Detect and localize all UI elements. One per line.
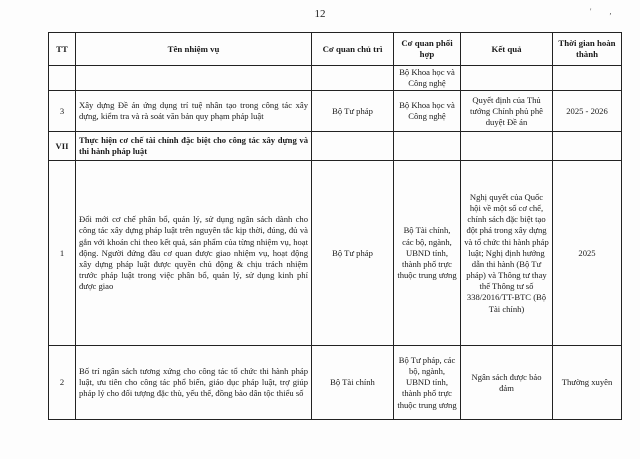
cell-result: Quyết định của Thủ tướng Chính phủ phê duyệt Đề án (461, 91, 553, 132)
cell-lead: Bộ Tài chính (312, 346, 394, 420)
cell-task: Đổi mới cơ chế phân bổ, quản lý, sử dụng ngân sách dành cho công tác xây dựng pháp luật trên nguyên tắc kịp thời, đúng, đủ và gắn với khoán chi theo kết quả, sản phẩm của từng nhiệm vụ, hoạt động. Người đứng đầu cơ quan được giao nhiệm vụ, hoạt động xây dựng pháp luật được quyền chủ động & chịu trách nhiệm trước pháp luật trong việc phân bổ, quản lý, sử dụng kinh phí được giao (76, 161, 312, 346)
section-number: VII (49, 132, 76, 161)
table-row-continuation (49, 66, 622, 91)
cell-result (461, 132, 553, 161)
cell-task: Xây dựng Đề án ứng dụng trí tuệ nhân tạo trong công tác xây dựng, kiểm tra và rà soát văn bản quy phạm pháp luật (76, 91, 312, 132)
cell-result: Nghị quyết của Quốc hội về một số cơ chế, chính sách đặc biệt tạo đột phá trong xây dựng và tổ chức thi hành pháp luật; Nghị định hướng dẫn thi hành (Bộ Tư pháp) và Thông tư thay thế Thông tư số 338/2016/TT-BTC (Bộ Tài chính) (461, 161, 553, 346)
cell-coop: Bộ Tư pháp, các bộ, ngành, UBND tỉnh, thành phố trực thuộc trung ương (394, 346, 461, 420)
cell-task (76, 66, 312, 91)
table-row-2 (49, 346, 622, 420)
cell-task: Bố trí ngân sách tương xứng cho công tác tổ chức thi hành pháp luật, ưu tiên cho công tác phổ biến, giáo dục pháp luật, trợ giúp pháp lý cho đối tượng đặc thù, yếu thế, đồng bào dân tộc thiểu số (76, 346, 312, 420)
cell-result (461, 66, 553, 91)
cell-lead: Bộ Tư pháp (312, 91, 394, 132)
cell-lead (312, 66, 394, 91)
cell-time: Thường xuyên (553, 346, 622, 420)
cell-coop: Bộ Khoa học và Công nghệ (394, 91, 461, 132)
table-row-1 (49, 161, 622, 346)
header-coop-agency: Cơ quan phối hợp (394, 33, 461, 66)
cell-tt (49, 66, 76, 91)
cell-tt: 2 (49, 346, 76, 420)
header-result: Kết quả (461, 33, 553, 66)
cell-time: 2025 - 2026 (553, 91, 622, 132)
section-title: Thực hiện cơ chế tài chính đặc biệt cho công tác xây dựng và thi hành pháp luật (76, 132, 312, 161)
corner-marks: ' , (590, 7, 620, 16)
cell-coop: Bộ Tài chính, các bộ, ngành, UBND tỉnh, thành phố trực thuộc trung ương (394, 161, 461, 346)
cell-result: Ngân sách được bảo đảm (461, 346, 553, 420)
header-completion-time: Thời gian hoàn thành (553, 33, 622, 66)
cell-tt: 1 (49, 161, 76, 346)
cell-tt: 3 (49, 91, 76, 132)
page-number: 12 (314, 8, 326, 20)
section-row-vii (49, 132, 622, 161)
cell-time: 2025 (553, 161, 622, 346)
cell-time (553, 66, 622, 91)
header-lead-agency: Cơ quan chủ trì (312, 33, 394, 66)
cell-coop (394, 132, 461, 161)
header-tt: TT (49, 33, 76, 66)
header-task: Tên nhiệm vụ (76, 33, 312, 66)
cell-coop: Bộ Khoa học và Công nghệ (394, 66, 461, 91)
cell-lead (312, 132, 394, 161)
table-header-row (49, 33, 622, 66)
task-table (48, 32, 622, 420)
cell-lead: Bộ Tư pháp (312, 161, 394, 346)
cell-time (553, 132, 622, 161)
table-row-3 (49, 91, 622, 132)
